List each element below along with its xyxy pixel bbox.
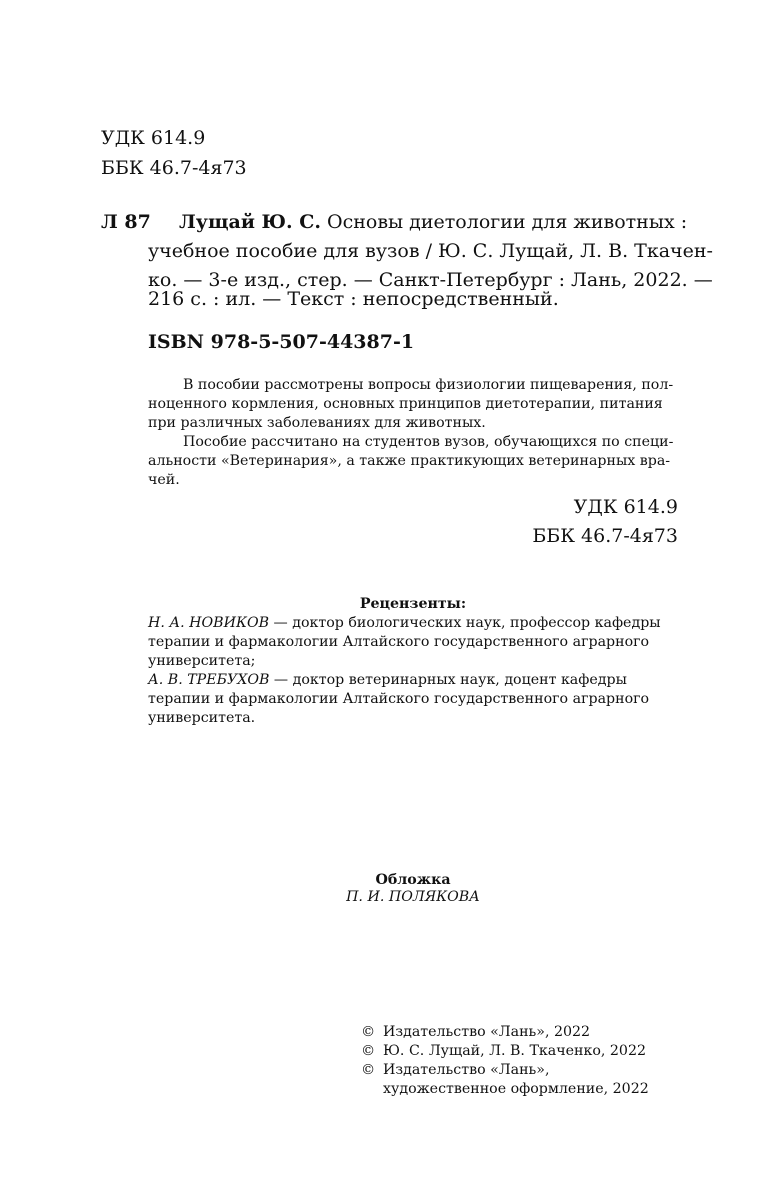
isbn: ISBN 978-5-507-44387-1	[148, 331, 415, 353]
bibliographic-line-3: ко. — 3-е изд., стер. — Санкт-Петербург : Лань, 2022. —	[148, 269, 713, 291]
bbk-code: ББК 46.7-4я73	[101, 157, 247, 179]
copyright-line-3: Издательство «Лань»,	[383, 1062, 550, 1078]
reviewers-heading: Рецензенты:	[359, 596, 467, 612]
abstract-p1-line-3: при различных заболеваниях для животных.	[148, 415, 486, 431]
book-title: Основы диетологии для животных :	[320, 211, 688, 233]
copyright-line-2: Ю. С. Лущай, Л. В. Ткаченко, 2022	[383, 1043, 646, 1059]
bbk-code-right: ББК 46.7-4я73	[532, 525, 678, 547]
copyright-line-1: Издательство «Лань», 2022	[383, 1024, 591, 1040]
udk-code-right: УДК 614.9	[573, 496, 678, 518]
copyright-symbol-2: ©	[361, 1043, 376, 1059]
copyright-line-4: художественное оформление, 2022	[383, 1081, 649, 1097]
author-sign: Л 87	[101, 211, 151, 233]
reviewer-2-line-1	[148, 671, 627, 690]
abstract-p1-line-1: В пособии рассмотрены вопросы физиологии пищеварения, пол-	[183, 377, 674, 393]
abstract-p2-line-3: чей.	[148, 472, 180, 488]
cover-designer-name: П. И. ПОЛЯКОВА	[346, 889, 480, 905]
bibliographic-line-2: учебное пособие для вузов / Ю. С. Лущай, Л. В. Ткачен-	[148, 240, 713, 262]
reviewer-1-name: Н. А. НОВИКОВ	[148, 615, 269, 631]
reviewer-2-name: А. В. ТРЕБУХОВ	[148, 672, 270, 688]
bibliographic-line-1	[179, 208, 687, 237]
reviewer-1-line-1	[148, 614, 661, 633]
reviewer-2-line-2: терапии и фармакологии Алтайского государственного аграрного	[148, 691, 650, 707]
reviewer-2-line-3: университета.	[148, 710, 256, 726]
cover-heading: Обложка	[375, 872, 451, 888]
abstract-p2-line-1: Пособие рассчитано на студентов вузов, обучающихся по специ-	[183, 434, 674, 450]
bibliographic-line-4: 216 с. : ил. — Текст : непосредственный.	[148, 288, 559, 310]
reviewer-1-line-2: терапии и фармакологии Алтайского государственного аграрного	[148, 634, 650, 650]
reviewer-1-line-3: университета;	[148, 653, 256, 669]
reviewer-2-title: — доктор ветеринарных наук, доцент кафедры	[269, 672, 627, 688]
reviewer-1-title: — доктор биологических наук, профессор кафедры	[269, 615, 661, 631]
author-name: Лущай Ю. С.	[179, 211, 321, 233]
abstract-p1-line-2: ноценного кормления, основных принципов диетотерапии, питания	[148, 396, 663, 412]
abstract-p2-line-2: альности «Ветеринария», а также практикующих ветеринарных вра-	[148, 453, 671, 469]
copyright-symbol-3: ©	[361, 1062, 376, 1078]
copyright-symbol-1: ©	[361, 1024, 376, 1040]
udk-code: УДК 614.9	[101, 127, 206, 149]
